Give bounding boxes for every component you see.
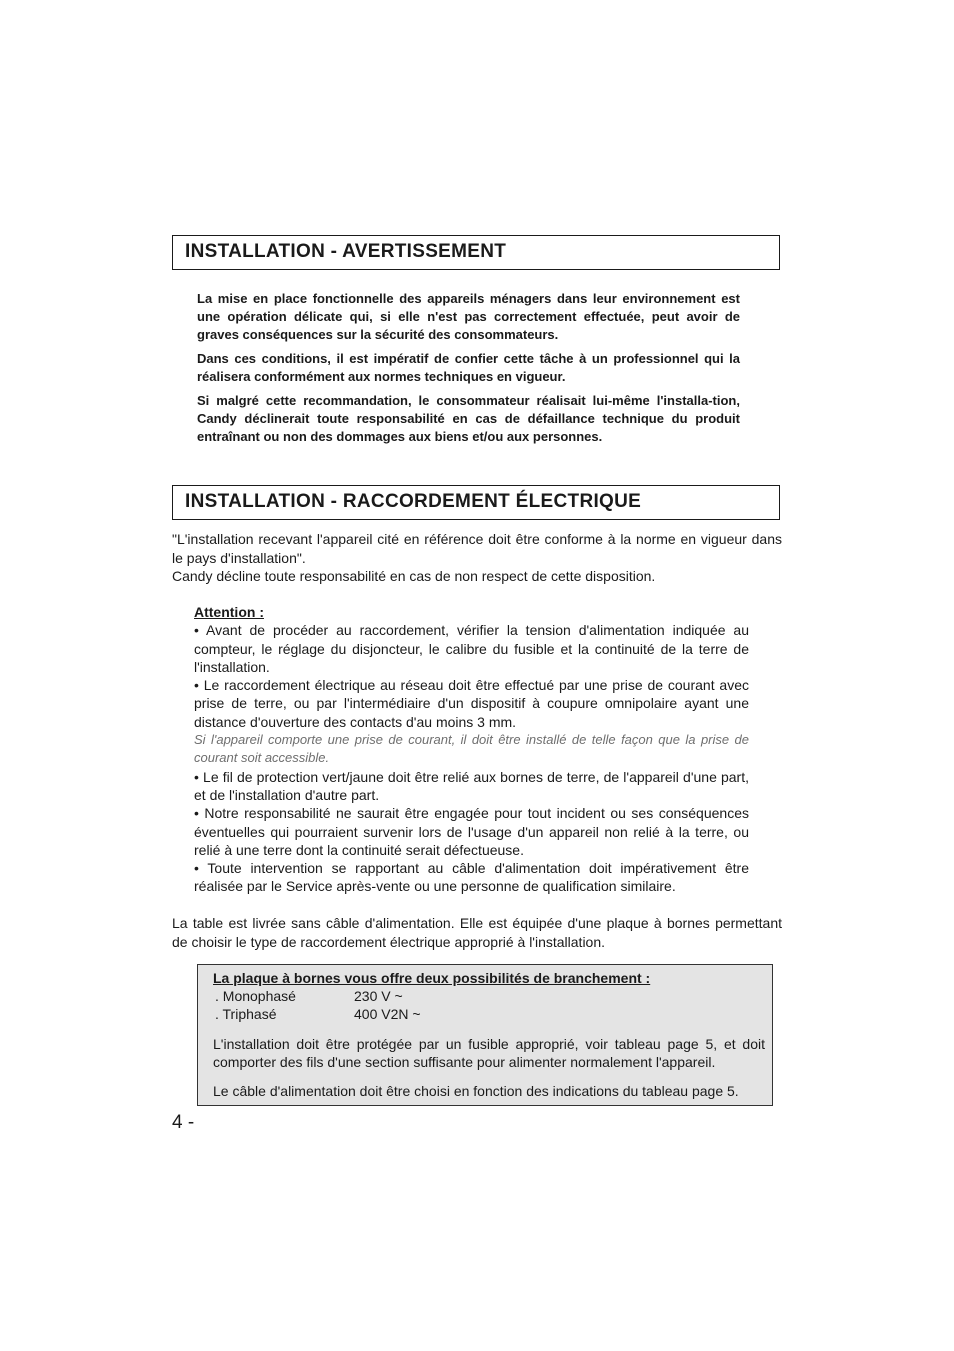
section-title: INSTALLATION - RACCORDEMENT ÉLECTRIQUE <box>185 491 642 512</box>
page-number: 4 - <box>172 1112 195 1133</box>
monophase-row <box>215 987 403 1005</box>
warning-block <box>197 290 740 452</box>
accessibility-note: Si l'appareil comporte une prise de courant, il doit être installé de telle façon que la prise de courant soit accessible. <box>194 732 749 766</box>
warning-paragraph: Dans ces conditions, il est impératif de confier cette tâche à un professionnel qui la réalisera conformément aux normes techniques en vigueur. <box>197 351 740 384</box>
triphase-value: 400 V2N ~ <box>354 1006 421 1022</box>
bullet-item: • Avant de procéder au raccordement, vérifier la tension d'alimentation indiquée au compteur, le réglage du disjoncteur, le calibre du fusible et la continuité de la terre de l'installation. <box>194 622 749 675</box>
bullet-item: • Notre responsabilité ne saurait être engagée pour tout incident ou ses conséquences éventuelles qui pourraient survenir lors de l'usage d'un appareil non relié à la terre, ou relié à une terre dont la continuité serait défectueuse. <box>194 805 749 858</box>
attention-block <box>194 603 749 896</box>
intro-quote: "L'installation recevant l'appareil cité en référence doit être conforme à la norme en vigueur dans le pays d'installation". <box>172 531 782 566</box>
intro-text <box>172 530 782 586</box>
triphase-label: . Triphasé <box>215 1006 277 1022</box>
warning-paragraph: La mise en place fonctionnelle des appareils ménagers dans leur environnement est une opération délicate qui, si elle n'est pas correctement effectuée, peut avoir de graves conséquences sur la sécurité des consommateurs. <box>197 291 740 342</box>
table-description-text: La table est livrée sans câble d'alimentation. Elle est équipée d'une plaque à bornes permettant de choisir le type de raccordement électrique approprié à l'installation. <box>172 915 782 950</box>
table-description <box>172 914 782 951</box>
monophase-label: . Monophasé <box>215 988 296 1004</box>
bullet-item: • Le fil de protection vert/jaune doit être relié aux bornes de terre, de l'appareil d'une part, et de l'installation d'autre part. <box>194 768 749 803</box>
intro-disclaimer: Candy décline toute responsabilité en cas de non respect de cette disposition. <box>172 568 656 584</box>
bullet-item: • Toute intervention se rapportant au câble d'alimentation doit impérativement être réalisée par le Service après-vente ou une personne de qualification similaire. <box>194 860 749 895</box>
section-heading-raccordement <box>172 485 780 520</box>
info-box-title: La plaque à bornes vous offre deux possibilités de branchement : <box>213 970 651 986</box>
fuse-paragraph: L'installation doit être protégée par un fusible approprié, voir tableau page 5, et doit comporter des fils d'une section suffisante pour alimenter normalement l'appareil. <box>213 1036 765 1070</box>
cable-paragraph: Le câble d'alimentation doit être choisi en fonction des indications du tableau page 5. <box>213 1083 739 1099</box>
monophase-value: 230 V ~ <box>354 988 403 1004</box>
section-heading-avertissement <box>172 235 780 270</box>
bullet-item: • Le raccordement électrique au réseau doit être effectué par une prise de courant avec prise de terre, ou par l'intermédiaire d'un dispositif à coupure omnipolaire ayant une distance d'ouverture des contacts d'au moins 3 mm. <box>194 677 749 730</box>
terminal-block-info-box <box>197 964 773 1106</box>
attention-title: Attention : <box>194 604 264 620</box>
triphase-row <box>215 1005 421 1023</box>
section-title: INSTALLATION - AVERTISSEMENT <box>185 241 507 262</box>
warning-paragraph: Si malgré cette recommandation, le consommateur réalisait lui-même l'installa-tion, Candy déclinerait toute responsabilité en cas de défaillance technique du produit entraînant ou non des dommages aux biens et/ou aux personnes. <box>197 393 740 444</box>
